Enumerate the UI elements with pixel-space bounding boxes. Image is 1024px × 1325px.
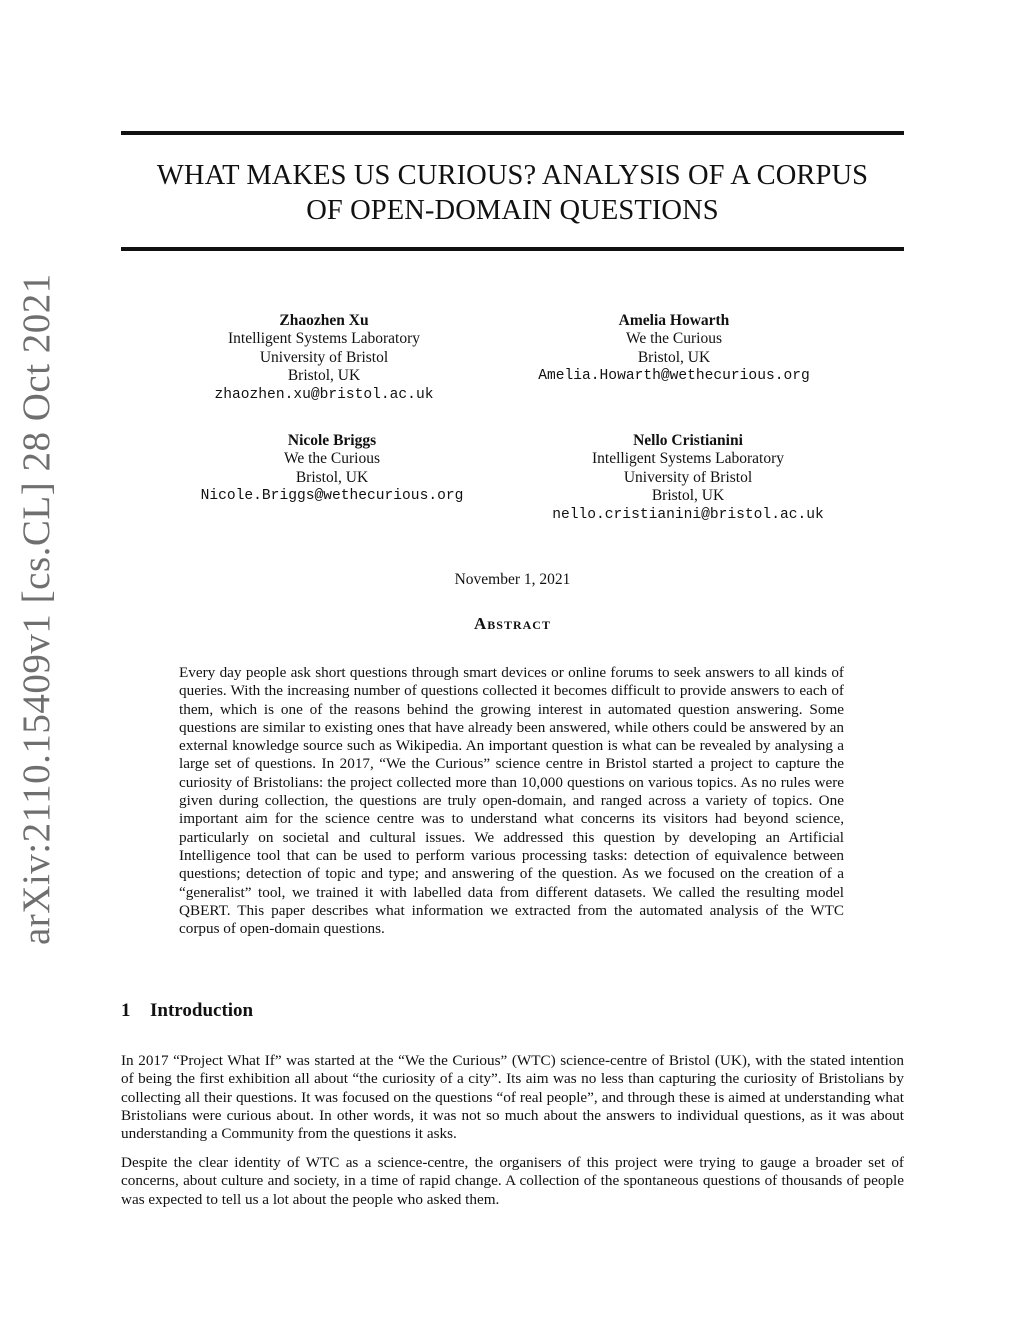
author-name: Nello Cristianini	[633, 432, 743, 449]
section-heading	[121, 1000, 253, 1022]
author-affiliation: Bristol, UK	[651, 487, 725, 505]
author-affiliation: Bristol, UK	[295, 468, 369, 486]
author-email[interactable]: nello.cristianini@bristol.ac.uk	[552, 506, 824, 523]
paper-title	[121, 158, 904, 228]
author-name: Nicole Briggs	[287, 432, 377, 449]
author-affiliation: Intelligent Systems Laboratory	[592, 450, 784, 468]
author-affiliation: University of Bristol	[623, 468, 753, 486]
author-name: Zhaozhen Xu	[279, 312, 369, 329]
author-affiliation: We the Curious	[283, 450, 381, 468]
author-affiliation: We the Curious	[625, 330, 723, 348]
author-name: Amelia Howarth	[618, 312, 730, 329]
author-email[interactable]: Amelia.Howarth@wethecurious.org	[538, 368, 810, 385]
body-paragraph: Despite the clear identity of WTC as a science-centre, the organisers of this project were trying to gauge a broader set of concerns, about culture and society, in a time of rapid change. A collection of the spontaneous questions of thousands of people was expected to tell us a lot about the people who asked them.	[121, 1154, 904, 1208]
author-affiliation: Bristol, UK	[287, 367, 361, 385]
author-affiliation: Intelligent Systems Laboratory	[228, 330, 420, 348]
arxiv-identifier: arXiv:2110.15409v1 [cs.CL] 28 Oct 2021	[15, 273, 58, 945]
section-title: Introduction	[150, 1000, 254, 1021]
body-paragraph: In 2017 “Project What If” was started at the “We the Curious” (WTC) science-centre of Bristol (UK), with the stated intention of being the first exhibition all about “the curiosity of a city”. Its aim was no less than capturing the curiosity of Bristolians by collecting all their questions. It was focused on the questions “of real people”, and through these is aimed at understanding what Bristolians were curious about. In other words, it was not so much about the answers to individual questions, as it was about understanding a Community from the questions it asks.	[121, 1052, 904, 1143]
author-block	[514, 312, 834, 386]
title-rule-bottom	[121, 247, 904, 251]
author-email[interactable]: zhaozhen.xu@bristol.ac.uk	[214, 386, 434, 403]
author-email[interactable]: Nicole.Briggs@wethecurious.org	[200, 488, 464, 505]
author-affiliation: Bristol, UK	[637, 348, 711, 366]
title-rule-top	[121, 131, 904, 135]
title-line: WHAT MAKES US CURIOUS? ANALYSIS OF A CORPUS	[156, 160, 869, 191]
author-block	[538, 432, 838, 524]
author-affiliation: University of Bristol	[259, 348, 389, 366]
abstract-heading: Abstract	[474, 614, 551, 633]
title-line: OF OPEN-DOMAIN QUESTIONS	[306, 195, 719, 226]
section-number: 1	[121, 1000, 131, 1021]
abstract-text: Every day people ask short questions through smart devices or online forums to seek answers to all kinds of queries. With the increasing number of questions collected it becomes difficult to provide answers to each of them, which is one of the reasons behind the growing interest in automated question answering. Some questions are similar to existing ones that have already been answered, while others could be answered by an external knowledge source such as Wikipedia. An important question is what can be revealed by analysing a large set of questions. In 2017, “We the Curious” science centre in Bristol started a project to capture the curiosity of Bristolians: the project collected more than 10,000 questions on various topics. As no rules were given during collection, the questions are truly open-domain, and ranged across a variety of topics. One important aim for the science centre was to understand what concerns its visitors had beyond science, particularly on societal and cultural issues. We addressed this question by developing an Artificial Intelligence tool that can be used to perform various processing tasks: detection of equivalence between questions; detection of topic and type; and answering of the question. As we focused on the creation of a “generalist” tool, we trained it with labelled data from different datasets. We called the resulting model QBERT. This paper describes what information we extracted from the automated analysis of the WTC corpus of open-domain questions.	[179, 664, 844, 938]
publication-date: November 1, 2021	[454, 571, 571, 588]
author-block	[182, 432, 482, 506]
author-block	[194, 312, 454, 404]
